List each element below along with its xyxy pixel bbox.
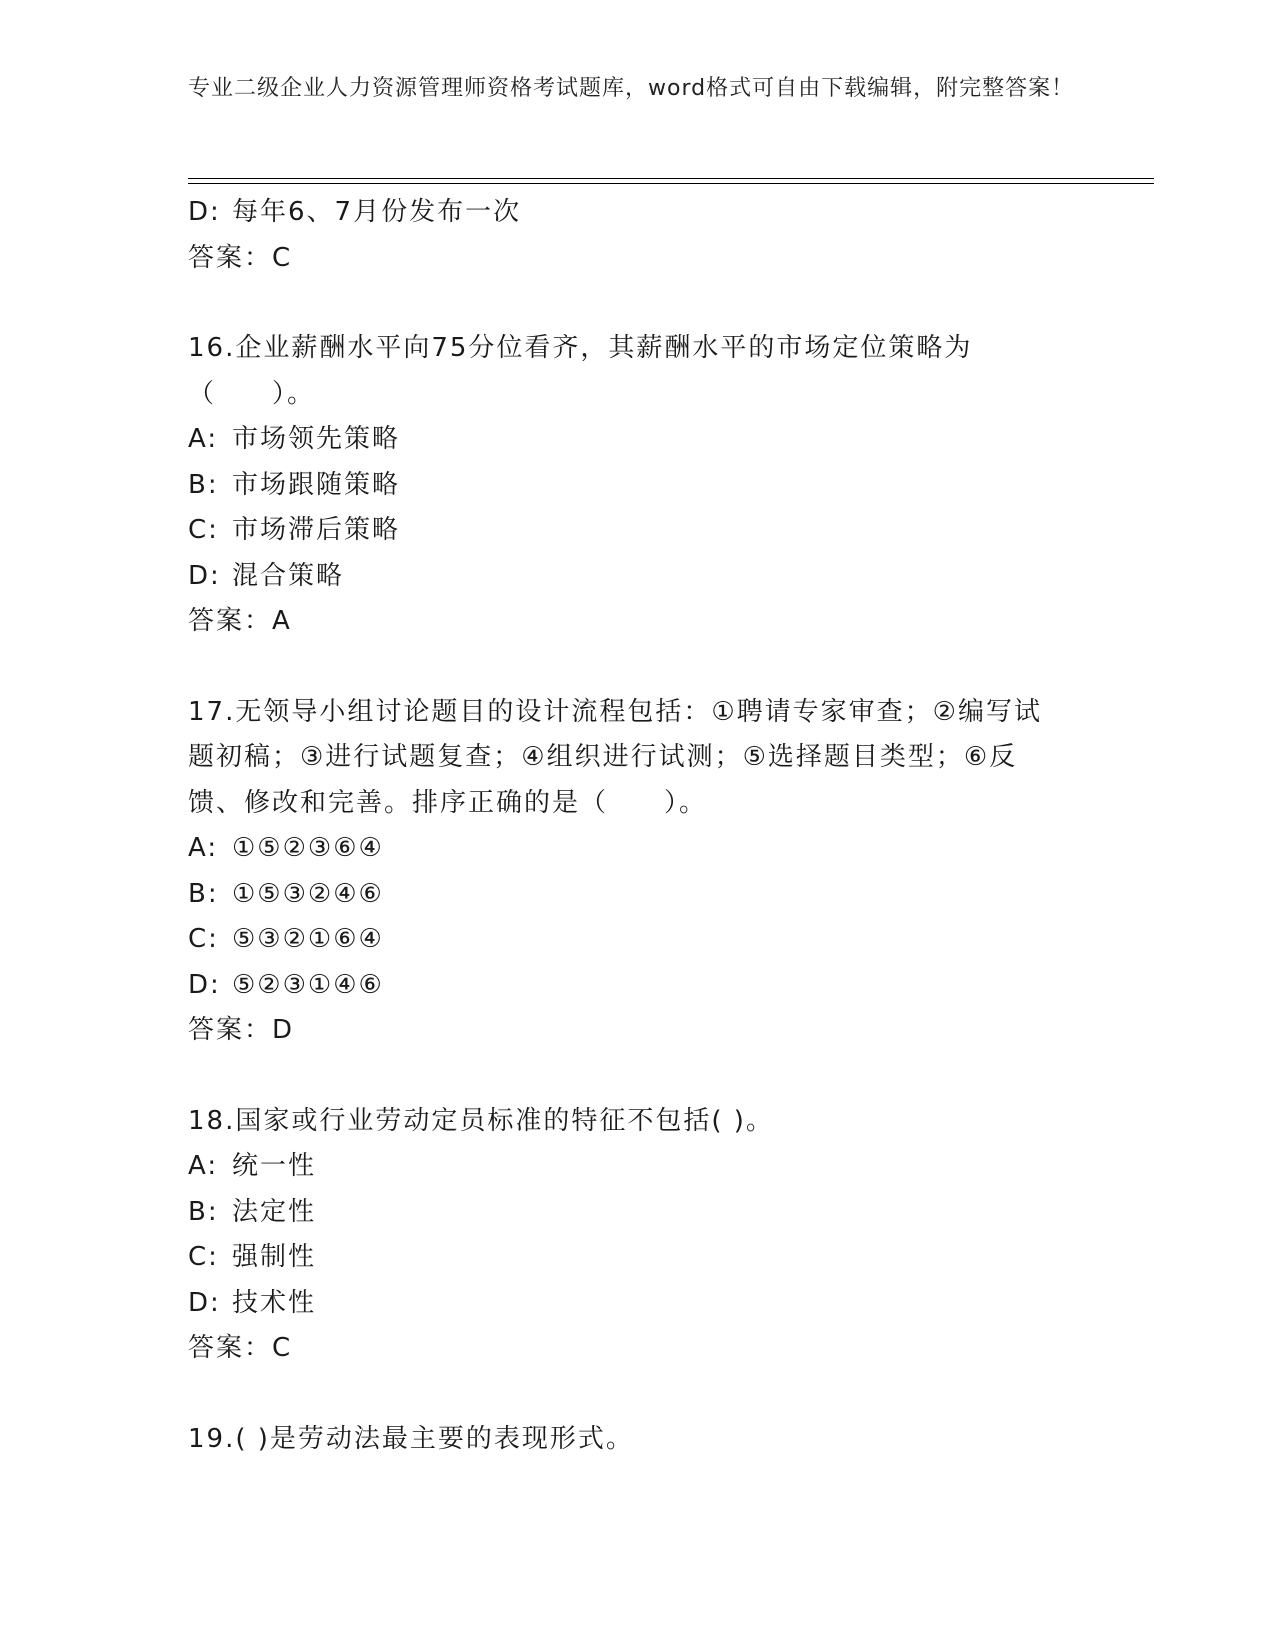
answer-line: 答案：C xyxy=(188,1333,293,1363)
option-text: 混合策略 xyxy=(232,560,345,591)
question-stem: 18.国家或行业劳动定员标准的特征不包括( )。 xyxy=(188,1105,774,1136)
option-text: 技术性 xyxy=(232,1287,317,1318)
option-text: 统一性 xyxy=(232,1151,317,1181)
answer-line: 答案：D xyxy=(188,1015,295,1045)
option-label: D: xyxy=(188,560,221,591)
option-text: ⑤②③①④⑥ xyxy=(232,969,384,1000)
option-text: ①⑤③②④⑥ xyxy=(232,878,384,909)
option-row xyxy=(188,1144,1088,1190)
option-text: 市场滞后策略 xyxy=(232,515,401,545)
question-list xyxy=(188,190,1088,1462)
option-text: 市场领先策略 xyxy=(232,424,401,454)
option-label: C: xyxy=(188,515,219,545)
answer-line: 答案：A xyxy=(188,606,292,636)
option-row xyxy=(188,554,1088,600)
option-row xyxy=(188,417,1088,463)
option-label: D: xyxy=(188,1287,221,1318)
option-row xyxy=(188,826,1088,872)
option-row xyxy=(188,1281,1088,1327)
option-label: D: xyxy=(188,969,221,1000)
option-label: B: xyxy=(188,1196,219,1227)
option-row xyxy=(188,463,1088,509)
option-label: B: xyxy=(188,469,219,500)
option-row xyxy=(188,917,1088,963)
option-row xyxy=(188,1190,1088,1236)
option-row xyxy=(188,872,1088,918)
option-label: A: xyxy=(188,424,219,454)
question-stem: 16.企业薪酬水平向75分位看齐，其薪酬水平的市场定位策略为（ ）。 xyxy=(188,333,973,409)
answer-line: 答案：C xyxy=(188,242,293,273)
question-stem: 19.( )是劳动法最主要的表现形式。 xyxy=(188,1423,634,1454)
option-text: ①⑤②③⑥④ xyxy=(232,833,384,863)
option-label: A: xyxy=(188,833,219,863)
option-text: 市场跟随策略 xyxy=(232,469,401,500)
header-divider-top xyxy=(188,178,1154,179)
option-label: C: xyxy=(188,1242,219,1272)
option-text: ⑤③②①⑥④ xyxy=(232,924,384,954)
option-label: A: xyxy=(188,1151,219,1181)
option-row xyxy=(188,1235,1088,1281)
document-header: 专业二级企业人力资源管理师资格考试题库，word格式可自由下载编辑，附完整答案！ xyxy=(188,76,1075,101)
option-row xyxy=(188,190,1088,236)
option-text: 法定性 xyxy=(232,1196,317,1227)
option-text: 强制性 xyxy=(232,1242,317,1272)
option-label: B: xyxy=(188,878,219,909)
option-text: 每年6、7月份发布一次 xyxy=(232,197,522,227)
option-row xyxy=(188,963,1088,1009)
option-label: C: xyxy=(188,924,219,954)
header-divider-bottom xyxy=(188,183,1154,184)
option-label: D: xyxy=(188,197,221,227)
option-row xyxy=(188,508,1088,554)
question-stem: 17.无领导小组讨论题目的设计流程包括：①聘请专家审查；②编写试题初稿；③进行试题复查；④组织进行试测；⑤选择题目类型；⑥反馈、修改和完善。排序正确的是（ ）。 xyxy=(188,696,1042,818)
